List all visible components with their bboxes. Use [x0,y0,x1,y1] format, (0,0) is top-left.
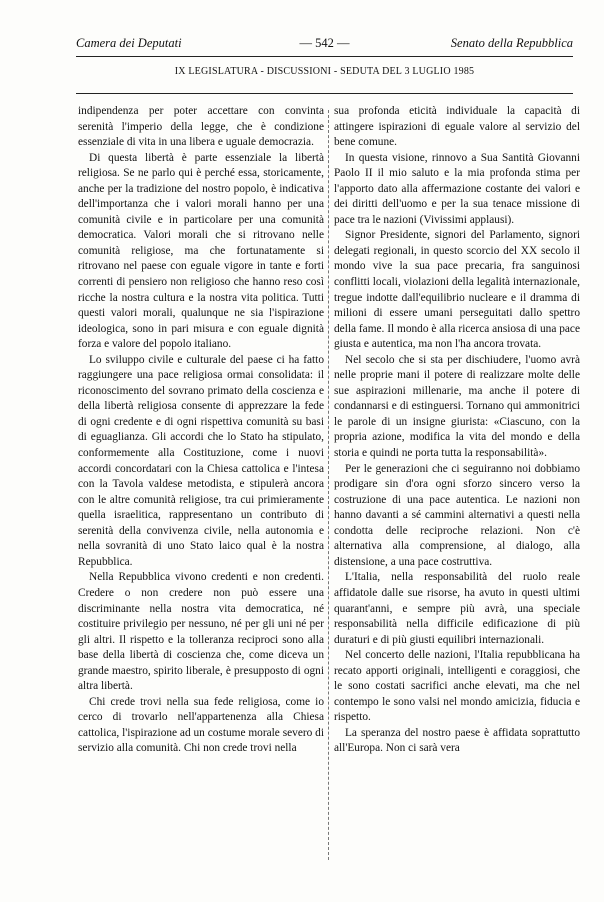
right-column [334,104,580,864]
paragraph: Di questa libertà è parte essenziale la libertà religiosa. Se ne parlo qui è perché essa, storicamente, anche per la tradizione del nostro popolo, è indicativa dell'importanza che i valori morali hanno per una comunità civile e in particolare per una comunità democratica. Valori morali che si ritrovano nelle comunità religiose, ma che fortunatamente si ritrovano nel paese con eguale vigore in tante e forti correnti di pensiero non religioso che hanno reso così ricche la nostra cultura e la nostra vita politica. Tutti questi valori morali, qualunque ne sia l'ispirazione ideologica, sono in pari misura e con eguale dignità forza e valore del popolo italiano. [78,151,324,351]
session-subheader: IX LEGISLATURA - DISCUSSIONI - SEDUTA DEL 3 LUGLIO 1985 [174,66,475,77]
paragraph: Signor Presidente, signori del Parlamento, signori delegati regionali, in questo scorcio del XX secolo il mondo vive la sua pace precaria, fra sanguinosi conflitti locali, violazioni della legalità internazionale, tregue indotte dall'equilibrio nucleare e il dramma di milioni di essere umani perseguitati dallo spettro della fame. Il mondo è alla ricerca ansiosa di una pace giusta e autentica, ma non l'ha ancora trovata. [334,229,580,351]
running-header [76,34,573,54]
paragraph: indipendenza per poter accettare con convinta serenità l'imperio della legge, che è condizione essenziale di vita in una libera e uguale democrazia. [78,105,324,149]
paragraph: La speranza del nostro paese è affidata soprattutto all'Europa. Non ci sarà vera [334,726,580,755]
paragraph: sua profonda eticità individuale la capacità di attingere ispirazioni di eguale valore al servizio del bene comune. [334,105,580,149]
left-column [78,104,324,864]
header-senate: Senato della Repubblica [450,36,573,50]
header-rule-top [76,56,573,57]
paragraph: Nella Repubblica vivono credenti e non credenti. Credere o non credere non può essere una discriminante nella nostra vita democratica, né costituire privilegio per nessuno, né per gli uni né per gli altri. Il rispetto e la tolleranza reciproci sono alla base della libertà di coscienza che, come diceva un grande maestro, spirito liberale, è presupposto di ogni altra libertà. [78,571,324,693]
page-number: — 542 — [299,36,350,50]
paragraph: Chi crede trovi nella sua fede religiosa, come io cerco di trovarlo nell'appartenenza alla Chiesa cattolica, l'ispirazione ad un costume morale severo di servizio alla comunità. Chi non crede trovi nella [78,695,324,755]
header-rule-bottom [76,93,573,94]
paragraph: L'Italia, nella responsabilità del ruolo reale affidatole dalle sue risorse, ha avuto in questi ultimi quarant'anni, e sempre più avrà, una speciale responsabilità nella difficile edificazione di più duraturi e di più giusti equilibri internazionali. [334,571,580,646]
paragraph: Nel concerto delle nazioni, l'Italia repubblicana ha recato apporti originali, intelligenti e coraggiosi, che le sono costati sacrifici anche elevati, ma che nel contempo le sono valsi nel mondo amicizia, fiducia e rispetto. [334,649,580,724]
column-divider [328,110,329,860]
header-chamber: Camera dei Deputati [76,36,182,50]
paragraph: In questa visione, rinnovo a Sua Santità Giovanni Paolo II il mio saluto e la mia profonda stima per l'apporto dato alla affermazione costante dei valori e dei diritti dell'uomo e per la sua tenace missione di pace tra le nazioni (Vivissimi applausi). [334,151,580,226]
paragraph: Lo sviluppo civile e culturale del paese ci ha fatto raggiungere una pace religiosa ormai consolidata: il riconoscimento del sovrano primato della coscienza e della libertà religiosa consente di apprezzare la fede di ogni credente e di ogni rispettiva comunità su basi di eguaglianza. Gli accordi che lo Stato ha stipulato, conformemente alla Costituzione, come i nuovi accordi concordatari con la Chiesa cattolica e l'intesa con la Tavola valdese metodista, e stipulerà ancora con le altre comunità religiose, tra cui primieramente quella israelitica, rappresentano un contributo di serenità della convivenza civile, nella autonomia e nella sovranità di uno Stato laico qual è la nostra Repubblica. [78,353,324,568]
paragraph: Per le generazioni che ci seguiranno noi dobbiamo prodigare sin d'ora ogni sforzo sincero verso la costruzione di una pace autentica. Le nazioni non hanno davanti a sé cammini alternativi a questi nella condotta delle reciproche relazioni. Non c'è alternativa alla comprensione, al dialogo, alla distensione, a una pace costruttiva. [334,462,580,568]
paragraph: Nel secolo che si sta per dischiudere, l'uomo avrà nelle proprie mani il potere di realizzare molte delle sue aspirazioni millenarie, ma anche il potere di condannarsi e di estinguersi. Tornano qui ammonitrici le parole di un insigne giurista: «Ciascuno, con la propria azione, modifica la vita del mondo e della storia e quindi ne porta tutta la responsabilità». [334,353,580,460]
